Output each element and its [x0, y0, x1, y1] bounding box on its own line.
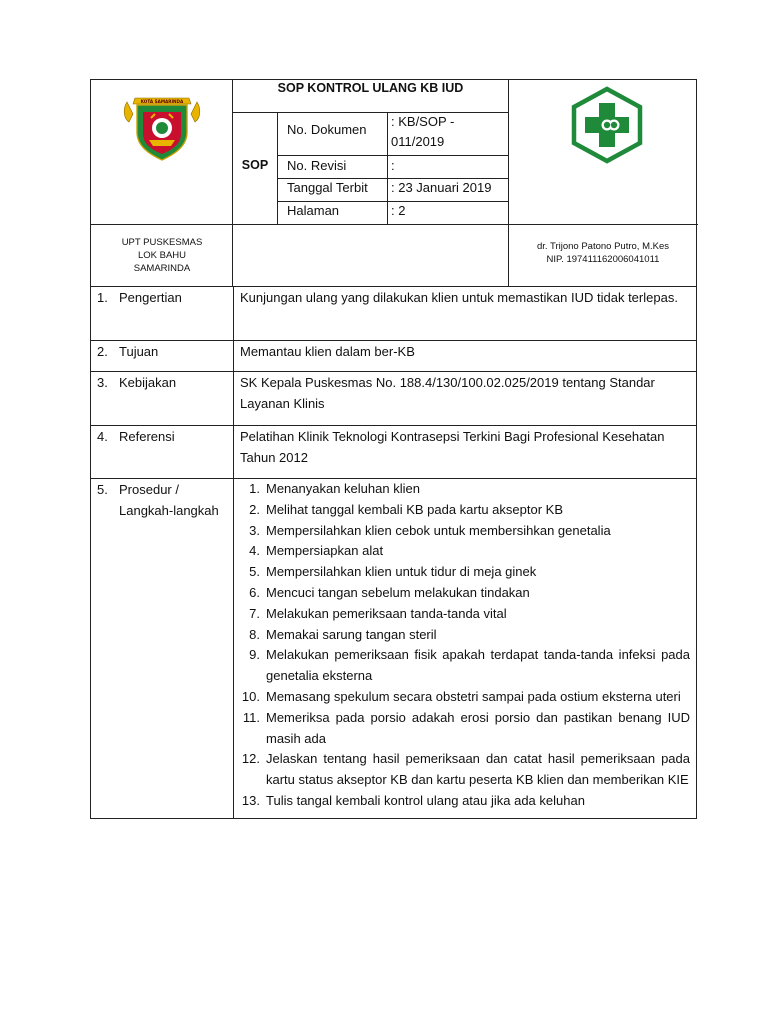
section-label: Referensi — [119, 429, 175, 444]
section-label: Tujuan — [119, 344, 159, 359]
procedure-step — [240, 541, 690, 562]
section-number: 5. — [97, 482, 108, 497]
procedure-step — [240, 749, 690, 791]
section-label: Pengertian — [119, 290, 182, 305]
step-text: Mencuci tangan sebelum melakukan tindakan — [266, 584, 530, 600]
org-line-1: UPT PUSKESMAS — [121, 237, 203, 248]
step-number: 6. — [249, 584, 260, 600]
section-label-line-2: Langkah-langkah — [119, 502, 219, 518]
section-number: 1. — [97, 290, 108, 305]
meta-value-no-dokumen: : KB/SOP - 011/2019 — [391, 114, 455, 149]
signer-block — [508, 240, 698, 266]
step-text: Melakukan pemeriksaan tanda-tanda vital — [266, 605, 507, 621]
procedure-step — [240, 583, 690, 604]
procedure-step — [240, 500, 690, 521]
section-row-kebijakan — [91, 372, 697, 426]
puskesmas-logo — [566, 85, 648, 167]
step-number: 10. — [241, 688, 260, 704]
step-text: Memakai sarung tangan steril — [266, 626, 437, 642]
step-text: Memasang spekulum secara obstetri sampai pada ostium eksterna uteri — [266, 688, 681, 704]
section-row-pengertian — [91, 287, 697, 341]
org-line-3: SAMARINDA — [133, 263, 191, 274]
section-row-prosedur — [91, 479, 697, 819]
step-number: 9. — [249, 647, 260, 663]
meta-key-tanggal-terbit: Tanggal Terbit — [287, 180, 368, 195]
header-table — [90, 79, 697, 287]
step-number: 8. — [249, 626, 260, 642]
section-row-referensi — [91, 426, 697, 479]
step-text: Tulis tangal kembali kontrol ulang atau jika ada keluhan — [266, 792, 585, 808]
step-number: 13. — [241, 792, 260, 808]
step-number: 11. — [242, 709, 260, 725]
procedure-step — [240, 687, 690, 708]
step-text: Menanyakan keluhan klien — [266, 481, 420, 496]
procedure-step — [240, 625, 690, 646]
sop-content-table — [90, 286, 697, 819]
meta-key-halaman: Halaman — [287, 203, 340, 218]
step-text: Memeriksa pada porsio adakah erosi porsio dan pastikan benang IUD masih ada — [266, 709, 690, 746]
step-number: 1. — [249, 481, 260, 496]
procedure-step — [240, 479, 690, 500]
document-title: SOP KONTROL ULANG KB IUD — [277, 81, 464, 95]
meta-key-no-revisi: No. Revisi — [287, 158, 347, 173]
org-line-2: LOK BAHU — [137, 250, 187, 261]
section-row-tujuan — [91, 341, 697, 372]
section-content: Kunjungan ulang yang dilakukan klien untuk memastikan IUD tidak terlepas. — [240, 290, 678, 305]
section-label-line-1: Prosedur / — [119, 482, 179, 497]
section-number: 3. — [97, 375, 108, 390]
step-text: Mempersiapkan alat — [266, 543, 384, 559]
step-number: 12. — [241, 751, 260, 767]
section-number: 4. — [97, 429, 108, 444]
step-text: Mempersilahkan klien untuk tidur di meja ginek — [266, 564, 537, 580]
procedure-steps-list — [234, 479, 696, 818]
signer-nip: NIP. 197411162006041011 — [546, 254, 660, 265]
step-number: 5. — [249, 564, 260, 580]
procedure-step — [240, 645, 690, 687]
meta-value-halaman: : 2 — [391, 203, 406, 218]
step-number: 3. — [249, 522, 260, 538]
step-number: 4. — [249, 543, 260, 559]
step-number: 7. — [249, 605, 260, 621]
procedure-step — [240, 562, 690, 583]
meta-value-tanggal-terbit: : 23 Januari 2019 — [391, 180, 492, 195]
step-text: Melakukan pemeriksaan fisik apakah terdapat tanda-tanda infeksi pada genetalia eksterna — [266, 647, 690, 684]
step-number: 2. — [249, 501, 260, 517]
step-text: Melihat tanggal kembali KB pada kartu akseptor KB — [266, 501, 564, 517]
procedure-step — [240, 521, 690, 542]
organization-name — [91, 236, 233, 275]
procedure-step — [240, 604, 690, 625]
section-number: 2. — [97, 344, 108, 359]
step-text: Mempersilahkan klien cebok untuk membersihkan genetalia — [266, 522, 611, 538]
meta-value-no-revisi: : — [391, 158, 395, 173]
section-content: Pelatihan Klinik Teknologi Kontrasepsi Terkini Bagi Profesional Kesehatan Tahun 2012 — [240, 429, 665, 465]
signer-name: dr. Trijono Patono Putro, M.Kes — [536, 241, 669, 252]
section-label: Kebijakan — [119, 375, 177, 390]
city-emblem-logo — [121, 90, 203, 162]
section-content: Memantau klien dalam ber-KB — [240, 344, 415, 359]
meta-key-no-dokumen: No. Dokumen — [287, 122, 367, 137]
step-text: Jelaskan tentang hasil pemeriksaan dan catat hasil pemeriksaan pada kartu status akseptor KB dan kartu peserta KB klien dan memberikan KIE — [266, 751, 690, 788]
procedure-step — [240, 791, 690, 812]
section-content: SK Kepala Puskesmas No. 188.4/130/100.02.025/2019 tentang Standar Layanan Klinis — [240, 375, 655, 411]
emblem-banner-text: KOTA SAMARINDA — [140, 99, 184, 104]
sop-label: SOP — [241, 158, 269, 172]
procedure-step — [240, 708, 690, 750]
